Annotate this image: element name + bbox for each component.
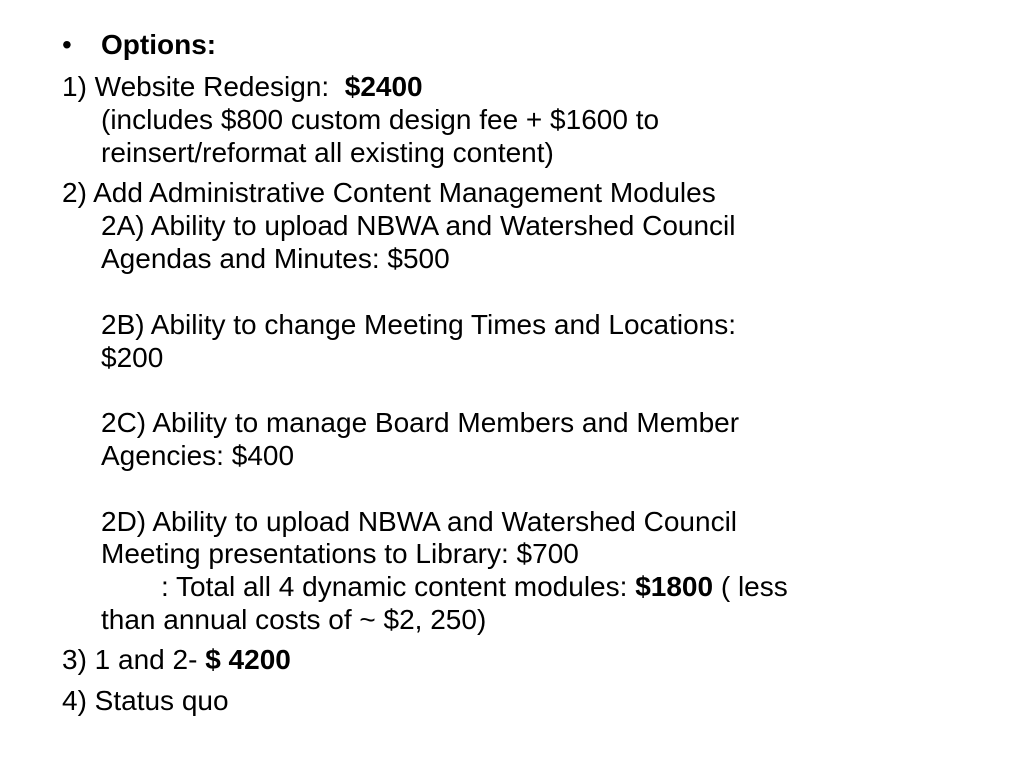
modules-total-line-2: than annual costs of ~ $2, 250)	[101, 604, 487, 635]
option-1-detail-line-2: reinsert/reformat all existing content)	[101, 137, 554, 168]
module-2b-line-2: $200	[101, 342, 164, 373]
option-1-label: 1) Website Redesign:	[62, 71, 330, 102]
module-2b-line-1: 2B) Ability to change Meeting Times and Locations:	[101, 309, 737, 340]
module-2d-line-1: 2D) Ability to upload NBWA and Watershed Council	[101, 506, 738, 537]
option-2-title: 2) Add Administrative Content Management Modules	[62, 177, 716, 208]
option-1-title	[62, 70, 423, 103]
option-3-label: 3) 1 and 2-	[62, 644, 198, 675]
module-2a-line-1: 2A) Ability to upload NBWA and Watershed Council	[101, 210, 736, 241]
modules-total-line	[161, 570, 788, 603]
option-3-price: $ 4200	[205, 644, 291, 675]
modules-total-value: $1800	[635, 571, 714, 602]
option-1-detail-line-1: (includes $800 custom design fee + $1600 to	[101, 104, 660, 135]
option-4-title: 4) Status quo	[62, 685, 229, 716]
option-3-title	[62, 643, 291, 676]
module-2a-line-2: Agendas and Minutes: $500	[101, 243, 450, 274]
bullet-marker: •	[62, 29, 72, 60]
modules-total-prefix: : Total all 4 dynamic content modules:	[161, 571, 628, 602]
module-2d-line-2: Meeting presentations to Library: $700	[101, 538, 579, 569]
module-2c-line-1: 2C) Ability to manage Board Members and Member	[101, 407, 740, 438]
module-2c-line-2: Agencies: $400	[101, 440, 295, 471]
modules-total-suffix: ( less	[720, 571, 788, 602]
option-1-price: $2400	[344, 71, 423, 102]
options-heading-label: Options:	[101, 29, 217, 60]
